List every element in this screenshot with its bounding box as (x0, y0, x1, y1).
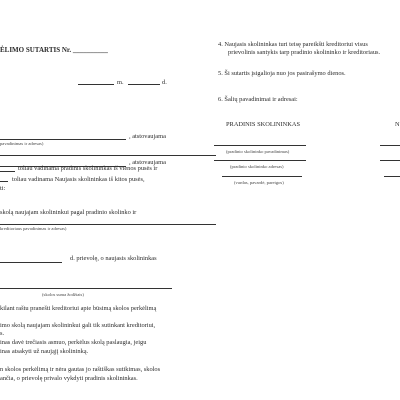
party1-name-line (0, 139, 126, 140)
clause4-line1: n skolos perkėlimą ir nėra gautas jo raštiškas sutikimas, skolos (0, 366, 161, 373)
col2-signatory-line (384, 176, 400, 177)
item4-line1: 4. Naujasis skolininkas turi teisę pareikšti kreditoriui visus (218, 41, 368, 48)
col1-address-hint: (pradinio skolininko adresas) (230, 164, 284, 169)
clause2-line1: kilant raštu pranešti kreditoriui apie būsimą skolos perkėlimą (0, 305, 157, 312)
debt-sum-hint: (skolos suma žodžiais) (42, 292, 84, 297)
col2-header: N (395, 121, 400, 128)
col2-address-line (380, 160, 400, 161)
contract-title: ĖLIMO SUTARTIS Nr. __________ (0, 46, 108, 54)
agreement-tail: ti: (0, 185, 6, 192)
item5-text: 5. Ši sutartis įsigalioja nuo jos pasirašymo dienos. (218, 70, 346, 77)
party2-represented-text: , atstovaujama (129, 159, 166, 166)
pradinis-clause: toliau vadinama pradinis skolininkas iš vienos pusės ir (18, 165, 158, 172)
col1-header: PRADINIS SKOLININKAS (226, 121, 301, 128)
party1-address-hint: pavadinimas ir adresas) (0, 141, 44, 146)
col1-name-hint: (pradinio skolininko pavadinimas) (226, 149, 290, 154)
item6-text: 6. Šalių pavadinimai ir adresai: (218, 96, 298, 103)
clause3-line1: imo skolą naujajam skolininkui gali tik sutinkant kreditoriui, (0, 322, 156, 329)
obligation-clause: d. prievolę, o naujasis skolininkas (70, 255, 157, 262)
party2-role-line (0, 181, 8, 182)
col1-address-line (214, 160, 306, 161)
col2-name-line (380, 145, 400, 146)
creditor-line (0, 224, 216, 225)
clause3-line3: inas davė trečiasis asmuo, perkėlus skolą paslaugia, jeigu (0, 339, 147, 346)
date-year-line (78, 84, 114, 85)
creditor-address-hint: kreditoriaus pavadinimas ir adresas) (0, 226, 67, 231)
col1-name-line (214, 145, 306, 146)
party1-represented-text: , atstovaujama (129, 133, 166, 140)
clause3-line2: s. (0, 330, 5, 337)
col1-signatory-hint: (vardas, pavardė, pareigos) (234, 180, 284, 185)
date-month-label: m. (117, 79, 124, 86)
date-month-line (128, 84, 160, 85)
naujasis-clause: toliau vadinama Naujasis skolininkas iš kitos pusės, (12, 176, 145, 183)
clause4-line2: ančia, o prievolę privalo vykdyti pradinis skolininkas. (0, 375, 138, 382)
date-day-label: d. (162, 79, 167, 86)
debt-transfer-clause: skolą naujajam skolininkui pagal pradinio skolinko ir (0, 209, 137, 216)
item4-line2: prievolinis santykis tarp pradinio skolininko ir kreditoriaus. (228, 49, 381, 56)
clause3-line4: inas atsakyti už naująjį skolininką. (0, 348, 89, 355)
obligation-date-line (0, 262, 62, 263)
party2-name-line (0, 166, 126, 167)
debt-sum-line (0, 288, 172, 289)
party1-role-line (0, 171, 15, 172)
party1-representative-line (0, 155, 216, 156)
col1-signatory-line (222, 176, 302, 177)
